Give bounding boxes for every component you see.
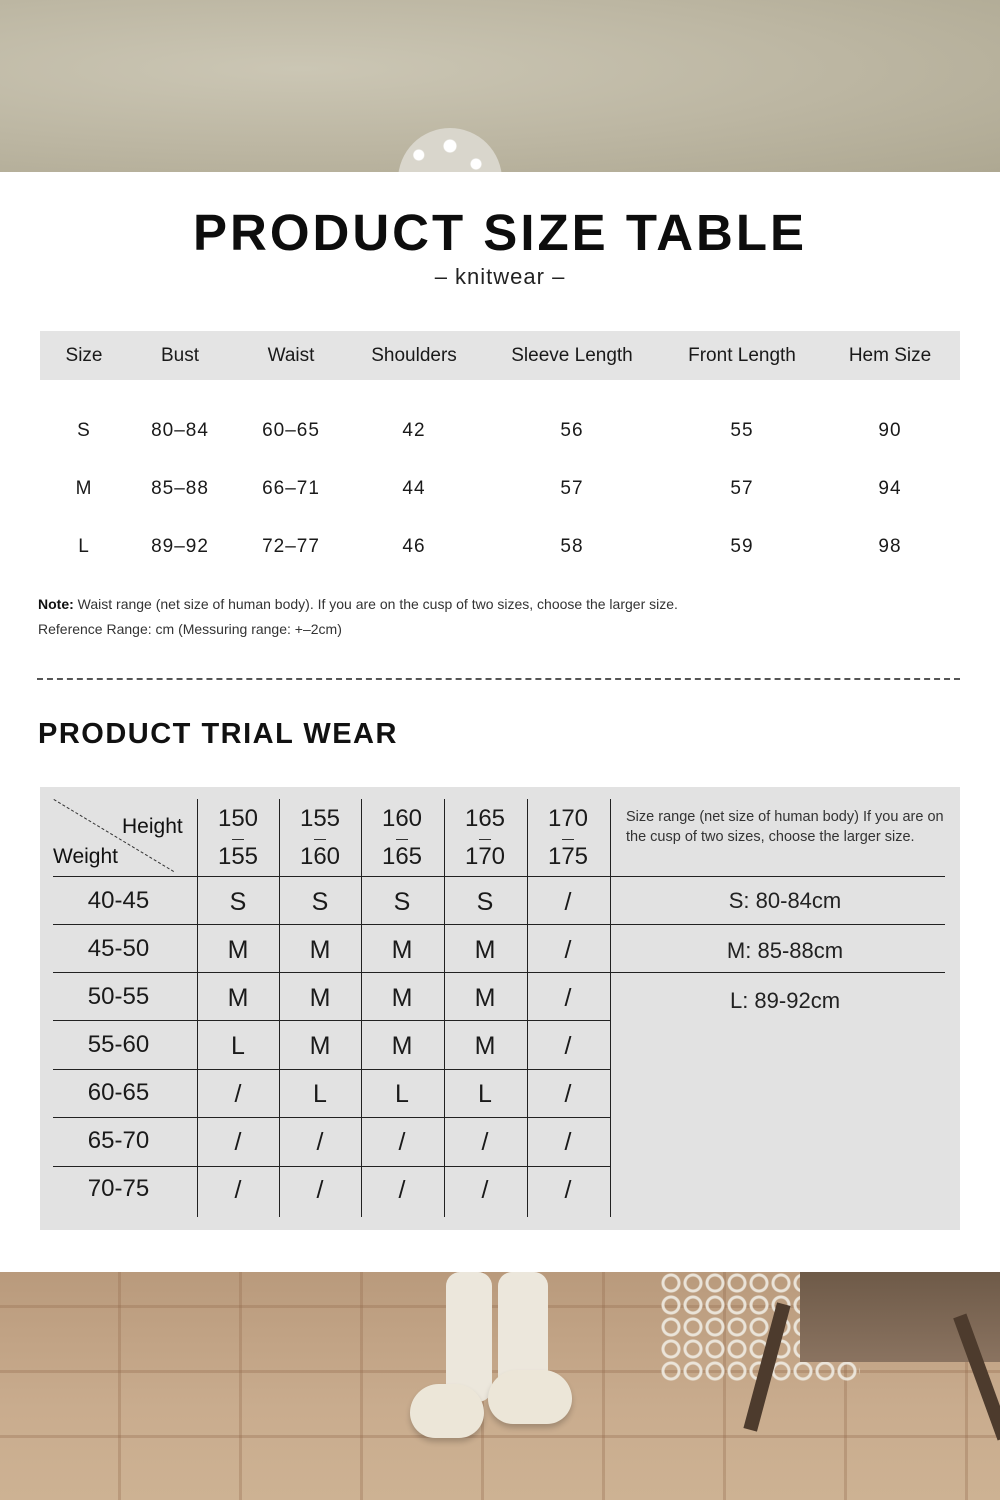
grid-line — [53, 1117, 610, 1118]
size-cell: / — [481, 1176, 489, 1204]
height-range-start: 160 — [381, 805, 423, 832]
table-cell: 94 — [878, 478, 902, 499]
corner-height-label: Height — [122, 815, 183, 838]
size-range-note: Size range (net size of human body) If you are on the cusp of two sizes, choose the larger size. — [626, 809, 944, 845]
height-range-start: 170 — [547, 805, 589, 832]
shoe-image — [488, 1370, 572, 1424]
leg-image — [446, 1272, 492, 1402]
size-cell: / — [564, 936, 572, 964]
size-cell: / — [234, 1176, 242, 1204]
height-range-end: 165 — [381, 843, 423, 870]
size-cell: / — [316, 1128, 324, 1156]
header-waist: Waist — [267, 345, 315, 366]
page-title: PRODUCT SIZE TABLE — [192, 204, 808, 261]
size-cell: L — [395, 1080, 409, 1108]
size-range-m: M: 85-88cm — [726, 938, 844, 963]
table-cell: 90 — [878, 420, 902, 441]
size-cell: / — [564, 1032, 572, 1060]
height-range-start: 155 — [299, 805, 341, 832]
grid-line — [53, 1020, 610, 1021]
table-cell: 72–77 — [262, 536, 320, 557]
shoe-image — [410, 1384, 484, 1438]
table-cell: 57 — [560, 478, 584, 499]
grid-line — [53, 1069, 610, 1070]
size-cell: / — [564, 984, 572, 1012]
header-shoulders: Shoulders — [371, 345, 457, 366]
size-cell: S — [311, 888, 329, 916]
size-cell: M — [227, 936, 249, 964]
table-cell: 46 — [402, 536, 426, 557]
size-cell: / — [564, 888, 572, 916]
height-range-end: 155 — [217, 843, 259, 870]
grid-line — [53, 972, 945, 973]
size-cell: M — [474, 984, 496, 1012]
weight-label: 55-60 — [87, 1031, 150, 1058]
size-cell: / — [234, 1080, 242, 1108]
size-cell: / — [564, 1080, 572, 1108]
weight-label: 60-65 — [87, 1079, 150, 1106]
table-cell: 57 — [730, 478, 754, 499]
corner-weight-label: Weight — [53, 845, 118, 868]
range-dash — [232, 839, 244, 840]
size-cell: / — [316, 1176, 324, 1204]
size-cell: / — [398, 1176, 406, 1204]
size-cell: L — [231, 1032, 245, 1060]
size-table-header — [40, 331, 960, 380]
header-front-length: Front Length — [688, 345, 796, 366]
size-table-row — [40, 478, 960, 508]
bottom-photo-strip — [0, 1272, 1000, 1500]
size-cell: M — [309, 1032, 331, 1060]
size-cell: M — [309, 984, 331, 1012]
header-sleeve-length: Sleeve Length — [511, 345, 633, 366]
section-divider — [37, 678, 960, 680]
weight-label: 45-50 — [87, 935, 150, 962]
table-cell: 85–88 — [151, 478, 209, 499]
weight-label: 65-70 — [87, 1127, 150, 1154]
note-label: Note: — [38, 596, 74, 612]
height-range-end: 175 — [547, 843, 589, 870]
size-cell: M — [474, 1032, 496, 1060]
size-cell: S — [229, 888, 247, 916]
table-cell: 42 — [402, 420, 426, 441]
size-cell: / — [564, 1128, 572, 1156]
header-size: Size — [65, 345, 103, 366]
table-cell: L — [78, 536, 90, 557]
height-range-end: 170 — [464, 843, 506, 870]
size-range-s: S: 80-84cm — [728, 888, 842, 913]
table-cell: 59 — [730, 536, 754, 557]
crochet-hat-image — [398, 128, 502, 172]
size-note — [38, 596, 678, 612]
range-dash — [562, 839, 574, 840]
size-range-l: L: 89-92cm — [729, 988, 841, 1013]
range-dash — [396, 839, 408, 840]
size-cell: / — [398, 1128, 406, 1156]
height-range-start: 150 — [217, 805, 259, 832]
weight-label: 40-45 — [87, 887, 150, 914]
table-cell: 58 — [560, 536, 584, 557]
size-cell: S — [476, 888, 494, 916]
size-cell: L — [478, 1080, 492, 1108]
weight-label: 70-75 — [87, 1175, 150, 1202]
grid-line — [53, 876, 945, 877]
size-table-row — [40, 420, 960, 450]
note-text: Waist range (net size of human body). If you are on the cusp of two sizes, choose the larger size. — [73, 596, 678, 612]
height-range-start: 165 — [464, 805, 506, 832]
trial-wear-table — [40, 787, 960, 1230]
grid-line — [53, 1166, 610, 1167]
table-cell: 98 — [878, 536, 902, 557]
reference-range-note: Reference Range: cm (Messuring range: +–2cm) — [38, 621, 342, 637]
trial-wear-title: PRODUCT TRIAL WEAR — [38, 718, 398, 750]
size-cell: M — [227, 984, 249, 1012]
size-cell: S — [393, 888, 411, 916]
table-cell: 56 — [560, 420, 584, 441]
size-cell: M — [391, 936, 413, 964]
size-chart-card — [0, 172, 1000, 1272]
table-cell: 89–92 — [151, 536, 209, 557]
header-hem-size: Hem Size — [848, 345, 932, 366]
size-cell: / — [481, 1128, 489, 1156]
range-dash — [314, 839, 326, 840]
table-cell: S — [77, 420, 91, 441]
height-range-end: 160 — [299, 843, 341, 870]
size-cell: M — [391, 984, 413, 1012]
table-cell: 44 — [402, 478, 426, 499]
page-subtitle: – knitwear – — [434, 264, 566, 289]
table-cell: 66–71 — [262, 478, 320, 499]
range-dash — [479, 839, 491, 840]
size-cell: M — [309, 936, 331, 964]
size-table-row — [40, 536, 960, 566]
table-cell: M — [75, 478, 93, 499]
header-bust: Bust — [160, 345, 200, 366]
weight-label: 50-55 — [87, 983, 150, 1010]
table-cell: 80–84 — [151, 420, 209, 441]
size-cell: M — [391, 1032, 413, 1060]
size-cell: / — [234, 1128, 242, 1156]
grid-line — [53, 924, 945, 925]
size-cell: / — [564, 1176, 572, 1204]
size-cell: L — [313, 1080, 327, 1108]
table-cell: 60–65 — [262, 420, 320, 441]
top-photo-strip — [0, 0, 1000, 172]
table-cell: 55 — [730, 420, 754, 441]
size-cell: M — [474, 936, 496, 964]
